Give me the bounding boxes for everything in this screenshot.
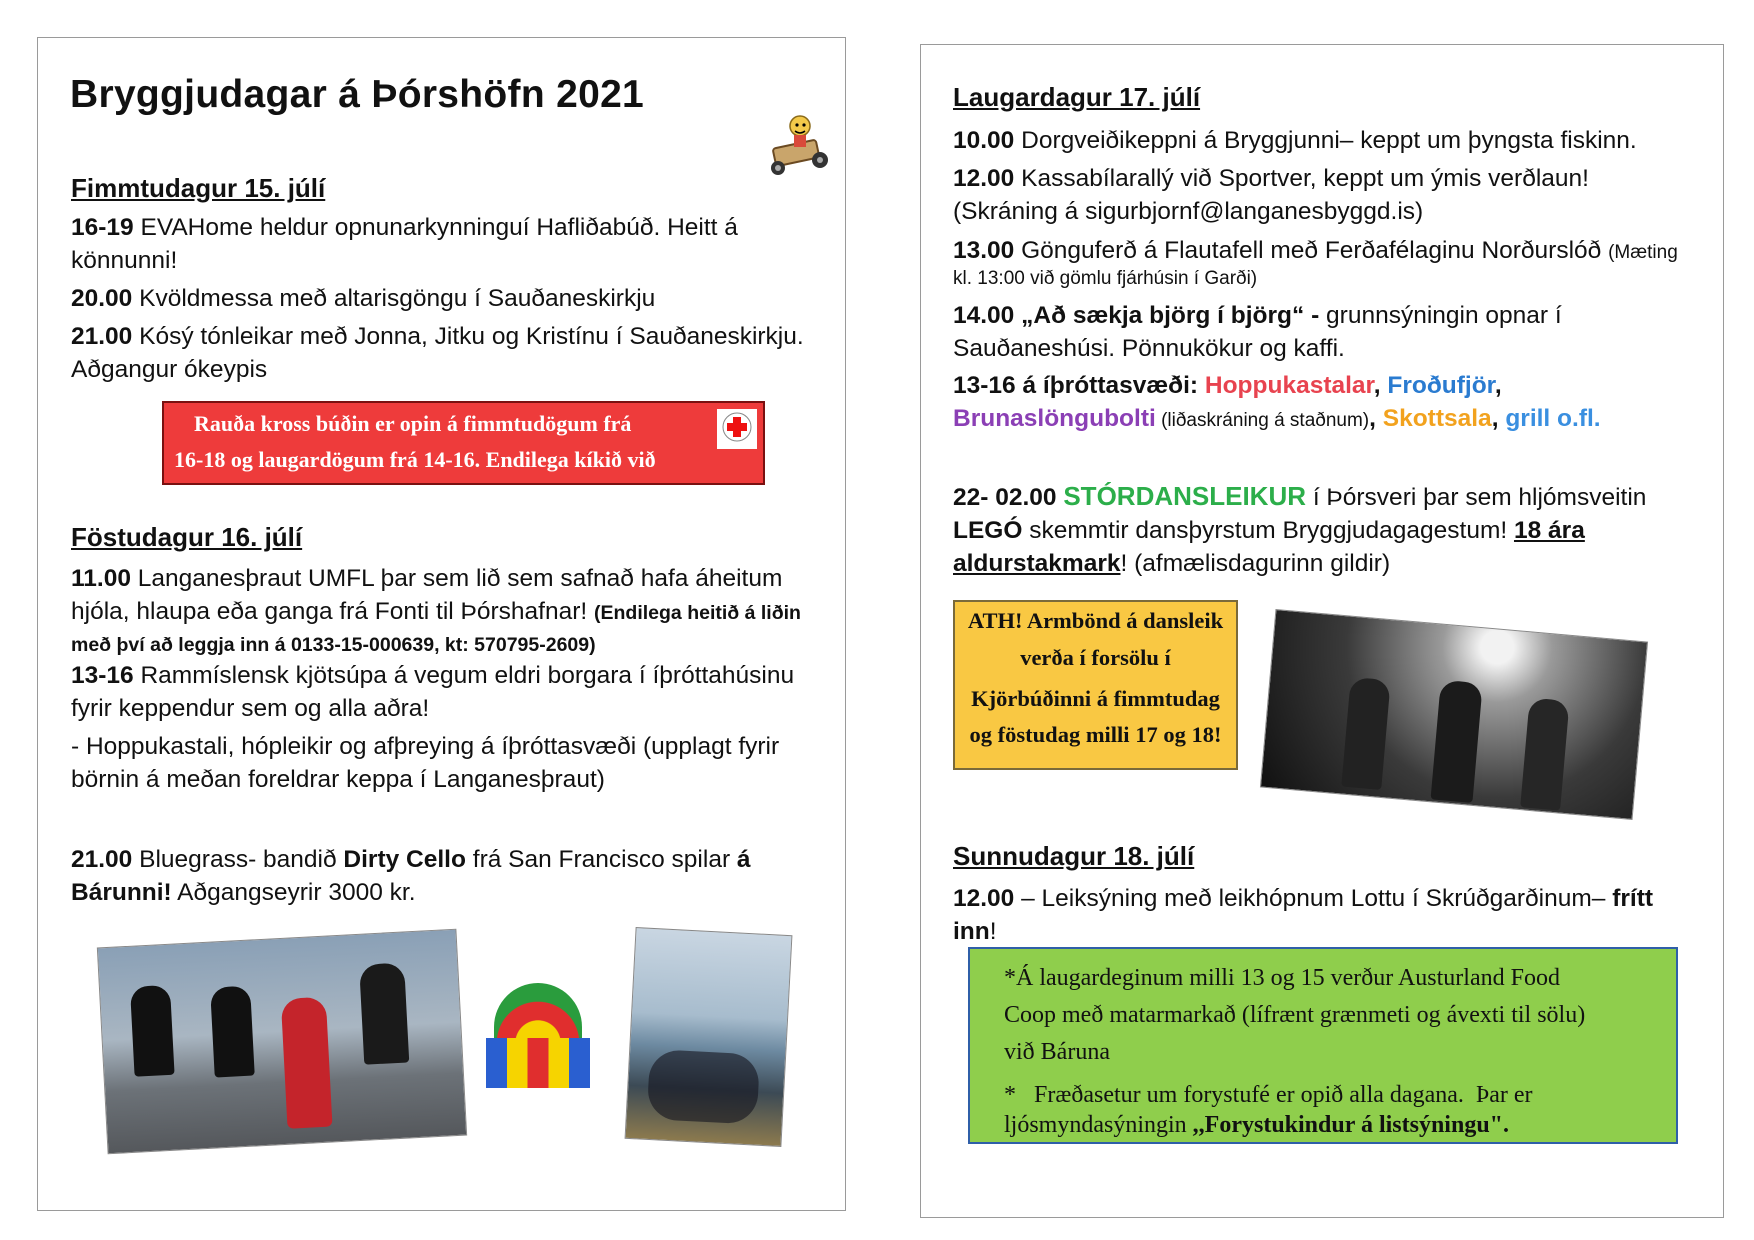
- event-text: Gönguferð á Flautafell með Ferðafélaginu Norðurslóð: [1014, 237, 1609, 264]
- event-time: 12.00: [953, 165, 1015, 192]
- saturday-event-3-note: kl. 13:00 við gömlu fjárhúsin í Garði): [953, 268, 1258, 289]
- exhibition-title: „Að sækja björg í björg“ -: [1014, 302, 1327, 329]
- activity-hoppukastalar: Hoppukastalar: [1204, 372, 1374, 399]
- event-note: (Endilega heitið á liðin: [594, 602, 801, 624]
- event-text: Dorgveiðikeppni á Bryggjunni– keppt um þyngsta fiskinn.: [1014, 127, 1637, 154]
- friday-event-4: [71, 843, 841, 909]
- activity-brunaslongubolti: Brunaslöngubolti: [953, 405, 1156, 432]
- activity-note: (liðaskráning á staðnum): [1155, 410, 1370, 431]
- saturday-event-4: [953, 299, 1713, 365]
- red-cross-line-2: 16-18 og laugardögum frá 14-16. Endilega kíkið við: [174, 447, 656, 472]
- green-notice: [968, 947, 1678, 1144]
- event-text: grunnsýningin opnar í: [1326, 302, 1562, 329]
- event-text: frítt: [1612, 885, 1654, 912]
- red-cross-line-1: Rauða kross búðin er opin á fimmtudögum frá: [194, 411, 632, 436]
- activity-grill: grill o.fl.: [1505, 405, 1601, 432]
- lego-band-photo: [1260, 609, 1648, 820]
- event-text: á: [736, 846, 751, 873]
- band-name: Dirty Cello: [343, 846, 466, 873]
- sunday-event-1: [953, 882, 1713, 948]
- event-text: EVAHome heldur opnunarkynninguí Hafliðabúð. Heitt á: [133, 214, 738, 241]
- event-text: frá San Francisco spilar: [465, 846, 737, 873]
- event-text: Aðgangur ókeypis: [71, 356, 268, 383]
- event-note: (Mæting: [1608, 242, 1678, 263]
- price-text: Aðgangseyrir 3000 kr.: [171, 879, 416, 906]
- event-time: 11.00: [71, 565, 131, 592]
- event-text: Rammíslensk kjötsúpa á vegum eldri borgara í íþróttahúsinu: [133, 662, 795, 689]
- event-time: 10.00: [953, 127, 1015, 154]
- event-text: (Skráning á sigurbjornf@langanesbyggd.is): [953, 198, 1424, 225]
- event-time: 12.00: [953, 885, 1015, 912]
- event-text: - Hoppukastali, hópleikir og afþreying á íþróttasvæði (upplagt fyrir: [71, 733, 780, 760]
- event-time: 21.00: [71, 323, 133, 350]
- event-text: Bluegrass- bandið: [132, 846, 344, 873]
- friday-event-1-note: með því að leggja inn á 0133-15-000639, kt: 570795-2609): [71, 634, 596, 656]
- event-text: fyrir keppendur sem og alla aðra!: [71, 695, 430, 722]
- event-text: Sauðaneshúsi. Pönnukökur og kaffi.: [953, 335, 1345, 362]
- saturday-event-6: [953, 480, 1713, 580]
- exhibition-name: ,,Forystukindur á listsýningu".: [1192, 1112, 1509, 1138]
- bouncy-castle-image: [486, 983, 590, 1095]
- age-limit: 18 ára: [1513, 517, 1585, 544]
- activity-frodufjor: Froðufjör: [1387, 372, 1495, 399]
- age-limit: aldurstakmark: [953, 550, 1121, 577]
- saturday-event-2: [953, 162, 1713, 228]
- green-line-5: [1004, 1112, 1509, 1139]
- event-text: Kósý tónleikar með Jonna, Jitku og Kristínu í Sauðaneskirkju.: [132, 323, 804, 350]
- friday-event-2: [71, 659, 841, 725]
- band-photo: [97, 929, 467, 1155]
- fishing-kids-photo: [625, 927, 793, 1147]
- thursday-heading: Fimmtudagur 15. júlí: [71, 173, 326, 203]
- event-text: í Þórsveri þar sem hljómsveitin: [1306, 484, 1647, 511]
- event-time: 13.00: [953, 237, 1015, 264]
- soapbox-car-icon: [760, 106, 840, 186]
- right-page: [920, 44, 1724, 1218]
- sunday-heading: Sunnudagur 18. júlí: [953, 841, 1195, 871]
- band-name: LEGÓ: [953, 517, 1023, 544]
- green-line-4: * Fræðasetur um forystufé er opið alla dagana. Þar er: [1004, 1082, 1533, 1108]
- event-time: 16-19: [71, 214, 134, 241]
- event-text: könnunni!: [71, 247, 178, 274]
- wristband-line-4: og föstudag milli 17 og 18!: [969, 722, 1222, 747]
- event-text: – Leiksýning með leikhópnum Lottu í Skrúðgarðinum–: [1014, 885, 1613, 912]
- event-text: inn: [953, 918, 990, 945]
- event-time: 21.00: [71, 846, 133, 873]
- activity-skottsala: Skottsala: [1382, 405, 1492, 432]
- green-line-2: Coop með matarmarkað (lífrænt grænmeti og ávexti til sölu): [1004, 1002, 1586, 1028]
- green-line-1: *Á laugardeginum milli 13 og 15 verður Austurland Food: [1004, 965, 1560, 991]
- event-time: 14.00: [953, 302, 1015, 329]
- friday-event-1: [71, 562, 841, 630]
- event-text: börnin á meðan foreldrar keppa í Langanesþraut): [71, 766, 605, 793]
- wristband-line-1: ATH! Armbönd á dansleik: [967, 608, 1224, 633]
- saturday-event-1: [953, 124, 1637, 157]
- venue-name: Bárunni!: [71, 879, 172, 906]
- red-cross-notice: [162, 401, 765, 485]
- wristband-line-3: Kjörbúðinni á fimmtudag: [971, 686, 1220, 711]
- green-text: ljósmyndasýningin: [1004, 1112, 1193, 1138]
- event-time: 20.00: [71, 285, 133, 312]
- green-line-3: við Báruna: [1004, 1039, 1110, 1065]
- thursday-event-3: [71, 320, 831, 386]
- event-text: skemmtir dansþyrstum Bryggjudagagestum!: [1022, 517, 1514, 544]
- friday-event-3: [71, 730, 841, 796]
- friday-heading: Föstudagur 16. júlí: [71, 522, 303, 552]
- event-text: hjóla, hlaupa eða ganga frá Fonti til Þórshafnar!: [71, 598, 595, 625]
- saturday-event-5: 13-16 á íþróttasvæði: Hoppukastalar, Froðufjör, Brunaslöngubolti (liðaskráning á staðnum), Skottsala, grill o.fl.: [953, 372, 1601, 432]
- event-text: ! (afmælisdagurinn gildir): [1120, 550, 1391, 577]
- event-text: Kvöldmessa með altarisgöngu í Sauðaneskirkju: [132, 285, 656, 312]
- left-page: [37, 37, 846, 1211]
- event-text: Kassabílarallý við Sportver, keppt um ýmis verðlaun!: [1014, 165, 1589, 192]
- event-time: 13-16: [71, 662, 134, 689]
- event-text: Langanesþraut UMFL þar sem lið sem safnað hafa áheitum: [130, 565, 783, 592]
- page-title: Bryggjudagar á Þórshöfn 2021: [70, 73, 645, 116]
- dance-title: STÓRDANSLEIKUR: [1063, 481, 1307, 511]
- wristband-line-2: verða í forsölu í: [1020, 645, 1171, 670]
- event-text: !: [989, 918, 997, 945]
- saturday-heading: Laugardagur 17. júlí: [953, 82, 1201, 112]
- event-time: 22- 02.00: [953, 484, 1064, 511]
- thursday-event-1: [71, 211, 811, 277]
- saturday-event-3: [953, 234, 1713, 269]
- thursday-event-2: [71, 282, 655, 315]
- event-time: 13-16 á íþróttasvæði:: [953, 372, 1205, 399]
- red-cross-icon: [717, 409, 757, 449]
- wristband-notice: [953, 600, 1238, 770]
